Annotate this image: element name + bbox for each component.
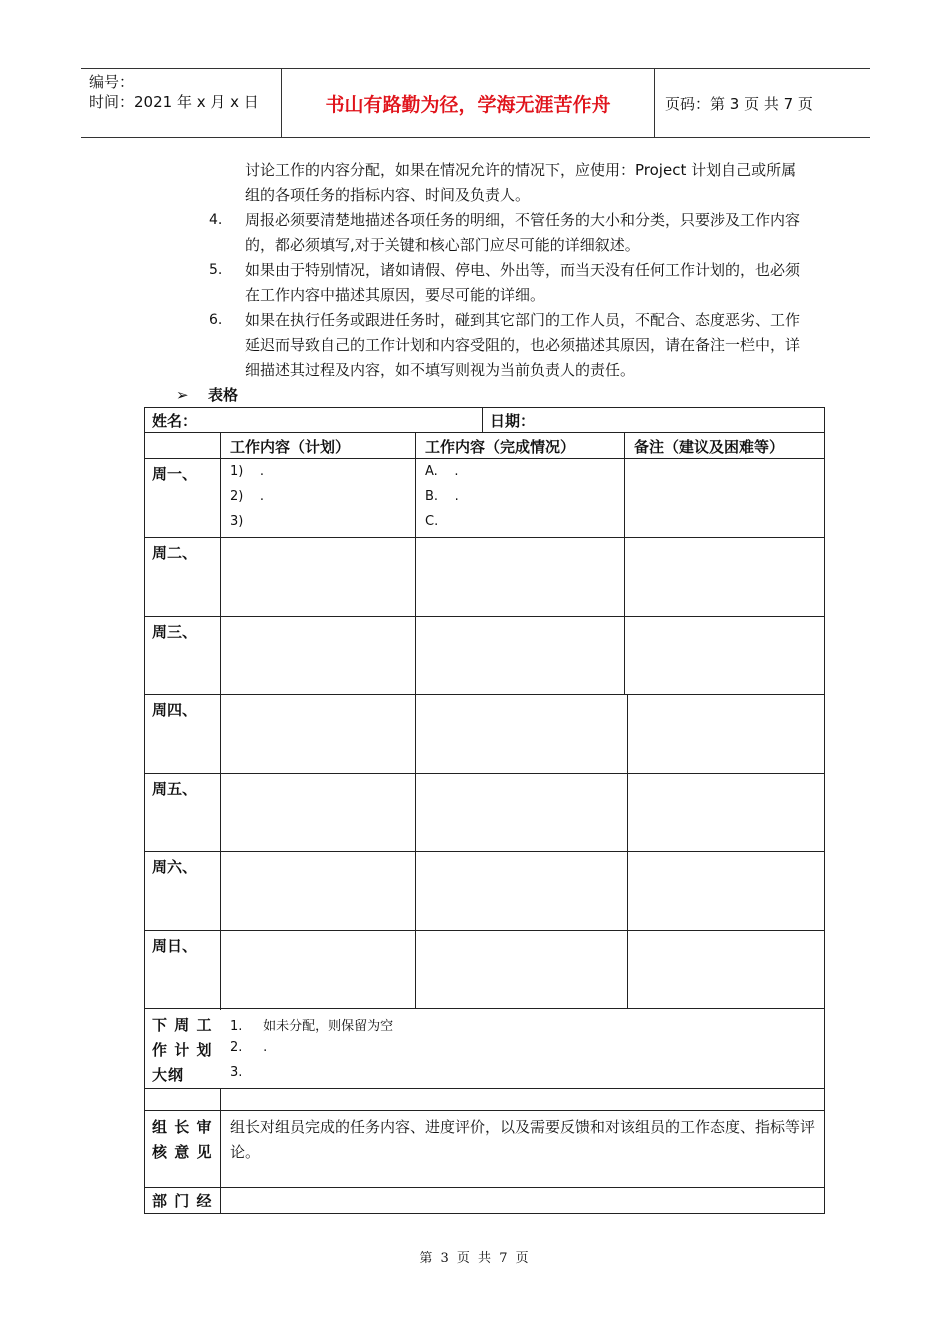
leader-review-label: 组 长 审 核 意 见 [152,1118,213,1161]
item-number: 4. [209,212,223,228]
page-footer: 第 3 页 共 7 页 [419,1251,531,1266]
page-header [81,68,870,138]
column-divider [220,432,221,1010]
item-text: 如果在执行任务或跟进任务时，碰到其它部门的工作人员，不配合、态度恶劣、工作延迟而导致自己的工作计划和内容受阻的，也必须描述其原因，请在备注一栏中，详细描述其过程及内容，如不填写则视为当前负责人的责任。 [245,311,801,379]
leader-review-text: 组长对组员完成的任务内容、进度评价，以及需要反馈和对该组员的工作态度、指标等评论。 [230,1118,816,1161]
column-header-note: 备注（建议及困难等） [634,438,785,456]
row-divider [144,694,825,695]
monday-plan-item: 2) . [230,489,265,504]
day-label-wednesday: 周三、 [152,623,198,641]
serial-label: 编号： [89,73,135,91]
dept-manager-label: 部 门 经 [152,1192,213,1210]
monday-done-item: A. . [425,464,459,479]
monday-done-item: B. . [425,489,459,504]
section-heading [176,383,238,407]
table-border [824,407,825,1214]
day-label-friday: 周五、 [152,780,198,798]
name-label: 姓名： [152,412,198,430]
monday-done-item: C. [425,514,439,529]
item-number: 6. [209,312,223,328]
row-divider [144,1008,825,1009]
table-border [144,407,825,408]
date-label: 日期： [490,412,536,430]
row-divider [144,432,825,433]
row-divider [144,616,825,617]
table-border [144,1213,825,1214]
item-text: 周报必须要清楚地描述各项任务的明细，不管任务的大小和分类，只要涉及工作内容的，都必须填写,对于关键和核心部门应尽可能的详细叙述。 [245,211,801,254]
row-divider [144,851,825,852]
column-divider [624,432,625,694]
row-divider [144,1110,825,1111]
next-week-plan-item: 2. . [230,1040,268,1055]
day-label-tuesday: 周二、 [152,544,198,562]
row-divider [144,537,825,538]
header-motto: 书山有路勤为径，学海无涯苦作舟 [325,93,611,116]
column-divider [220,1088,221,1214]
column-divider [415,694,416,1009]
column-divider [627,694,628,1009]
row-divider [144,930,825,931]
row-divider [144,773,825,774]
arrow-bullet-icon: ➢ [176,386,189,404]
next-week-plan-item: 1. 如未分配，则保留为空 [230,1019,394,1034]
day-label-monday: 周一、 [152,465,198,483]
header-divider [654,69,655,137]
paragraph-3-continued: 讨论工作的内容分配，如果在情况允许的情况下，应使用：Project 计划自己或所属组的各项任务的指标内容、时间及负责人。 [245,161,797,204]
column-header-done: 工作内容（完成情况） [425,438,576,456]
column-header-plan: 工作内容（计划） [230,438,351,456]
item-number: 5. [209,262,223,278]
monday-plan-item: 3) [230,514,244,529]
column-divider [415,432,416,694]
header-page-number: 页码：第 3 页 共 7 页 [665,94,813,113]
day-label-thursday: 周四、 [152,701,198,719]
day-label-saturday: 周六、 [152,858,198,876]
next-week-plan-item: 3. [230,1065,243,1080]
item-text: 如果由于特别情况，诸如请假、停电、外出等，而当天没有任何工作计划的，也必须在工作内容中描述其原因，要尽可能的详细。 [245,261,801,304]
time-label: 时间：2021 年 x 月 x 日 [89,93,259,111]
table-border [144,407,145,1214]
header-meta [89,72,259,112]
day-label-sunday: 周日、 [152,937,198,955]
row-divider [144,1187,825,1188]
next-week-plan-label: 下 周 工 作 计 划 大纲 [152,1016,213,1084]
column-divider [482,407,483,433]
monday-plan-item: 1) . [230,464,265,479]
row-divider [144,1088,825,1089]
row-divider [144,458,825,459]
section-title: 表格 [208,386,239,404]
